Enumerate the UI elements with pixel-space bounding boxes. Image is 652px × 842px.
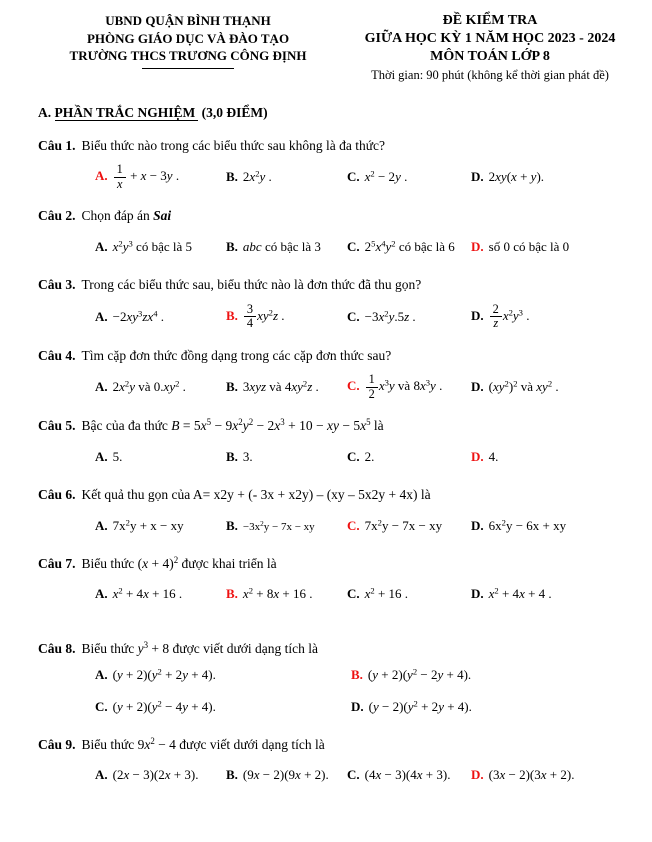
option-letter-correct: B. (226, 307, 238, 323)
question-9-option-D: D. (3x − 2)(3x + 2). (471, 767, 575, 783)
question-5-option-A: A. 5. (95, 449, 123, 464)
question-3-options (38, 303, 642, 331)
section-a-heading (38, 105, 642, 121)
option-letter: B. (226, 767, 238, 783)
question-4-statement: Câu 4. Tìm cặp đơn thức đồng dạng trong các cặp đơn thức sau? (38, 347, 392, 363)
question-7-option-D: D. $x^2 + 4x + 4$ . (471, 585, 552, 602)
question-5-options (38, 444, 642, 470)
exam-subject: MÔN TOÁN LỚP 8 (430, 48, 550, 64)
option-letter-correct: C. (347, 378, 360, 394)
section-a-title: PHẦN TRẮC NGHIỆM (55, 105, 199, 121)
question-8-option-A: A. $(y + 2)(y^2 + 2y + 4)$. (95, 665, 216, 682)
question-8-option-D: D. $(y - 2)(y^2 + 2y + 4)$. (351, 697, 472, 714)
question-3-option-D: D. $\frac{2}{z}$ $x^2y^3$ . (471, 301, 530, 331)
option-letter: D. (471, 586, 484, 602)
option-letter: D. (471, 517, 484, 533)
option-letter-correct: C. (347, 517, 360, 533)
question-4 (38, 346, 642, 402)
question-3-number: Câu 3. (38, 277, 76, 292)
question-6-options (38, 513, 642, 539)
option-letter: A. (95, 239, 108, 254)
option-letter: C. (347, 767, 360, 783)
question-5-statement: Câu 5. Bậc của đa thức $B = 5x^5 - 9x^2y^2 - 2x^3 + 10$ − xy − $5x^5$ là (38, 417, 384, 434)
option-letter: C. (347, 239, 360, 254)
question-5-option-D: D. 4. (471, 449, 499, 464)
question-7 (38, 554, 642, 608)
question-2-option-C: C. $2^5x^4y^2$ có bậc là 6 (347, 238, 455, 254)
question-1 (38, 136, 642, 192)
question-8-statement: Câu 8. Biểu thức $y^3 + 8$ được viết dưới dạng tích là (38, 640, 319, 657)
question-5-number: Câu 5. (38, 418, 76, 434)
question-6-option-A: A. $7x^2y + x$ − xy (95, 516, 184, 533)
question-9-option-A: A. (2x − 3)(2x + 3). (95, 767, 199, 783)
option-letter: C. (347, 169, 360, 185)
question-6-statement: Câu 6. Kết quả thu gọn của A= x2y + (- 3x + x2y) – (xy – 5x2y + 4x) là (38, 487, 431, 502)
header-school: TRƯỜNG THCS TRƯƠNG CÔNG ĐỊNH (69, 48, 307, 64)
option-letter-correct: A. (95, 168, 108, 184)
option-letter: B. (226, 169, 238, 185)
option-letter-correct: D. (471, 449, 484, 464)
option-letter: B. (226, 379, 238, 395)
question-1-options (38, 163, 642, 191)
question-2-option-D: D. số 0 có bậc là 0 (471, 239, 570, 254)
option-letter: C. (95, 698, 108, 714)
option-letter-correct: B. (226, 586, 238, 602)
header-department: PHÒNG GIÁO DỤC VÀ ĐÀO TẠO (86, 30, 290, 46)
option-letter: C. (347, 586, 360, 602)
option-letter: B. (226, 517, 238, 533)
question-4-option-C: C. $\frac{1}{2}$ $x^3y$ và $8x^3y$ . (347, 372, 443, 401)
option-letter: D. (471, 169, 484, 185)
section-a-points: (3,0 ĐIỂM) (198, 104, 268, 120)
question-4-options (38, 373, 642, 401)
question-2 (38, 206, 642, 260)
question-2-option-A: A. $x^2y^3$ có bậc là 5 (95, 238, 192, 254)
option-letter: A. (95, 586, 108, 602)
page-header (38, 12, 642, 83)
option-letter-correct: D. (471, 239, 484, 254)
question-2-option-B: B. abc có bậc là 3 (226, 239, 321, 254)
fraction: $\frac{2}{z}$ (490, 303, 502, 331)
option-letter-correct: B. (351, 666, 363, 682)
questions-list (38, 136, 642, 789)
option-letter: C. (347, 308, 360, 324)
question-6-number: Câu 6. (38, 487, 76, 502)
question-9-statement: Câu 9. Biểu thức $9x^2 - 4$ được viết dưới dạng tích là (38, 735, 325, 752)
question-9 (38, 735, 642, 789)
exam-term: GIỮA HỌC KỲ 1 NĂM HỌC 2023 - 2024 (364, 30, 616, 46)
question-2-options (38, 234, 642, 260)
question-9-options (38, 762, 642, 788)
header-district: UBND QUẬN BÌNH THẠNH (105, 13, 271, 28)
option-letter: A. (95, 379, 108, 395)
exam-title: ĐỀ KIỂM TRA (442, 13, 538, 28)
option-letter: D. (351, 698, 364, 714)
question-2-statement: Câu 2. Chọn đáp án Sai (38, 208, 172, 224)
option-letter: A. (95, 449, 108, 464)
question-1-option-A: A. $\frac{1}{x}$ + x − 3y . (95, 162, 180, 191)
option-letter: A. (95, 666, 108, 682)
question-6 (38, 485, 642, 539)
question-8-number: Câu 8. (38, 641, 76, 657)
question-6-option-D: D. $6x^2y - 6x$ + xy (471, 516, 567, 533)
question-4-number: Câu 4. (38, 347, 76, 363)
question-3 (38, 275, 642, 331)
question-3-option-B: B. $\frac{3}{4}$ $xy^2z$ . (226, 301, 285, 331)
option-letter: A. (95, 308, 108, 324)
question-9-number: Câu 9. (38, 736, 76, 752)
header-divider-rule (142, 68, 234, 69)
question-3-option-A: A. $-2xy^3zx^4$ . (95, 307, 164, 324)
option-letter: A. (95, 517, 108, 533)
question-6-option-C: C. $7x^2y - 7x$ − xy (347, 516, 443, 533)
fraction: $\frac{1}{2}$ (366, 373, 378, 401)
question-7-option-B: B. $x^2 + 8x + 16$ . (226, 585, 313, 602)
option-letter: D. (471, 379, 484, 395)
option-letter: A. (95, 767, 108, 783)
question-8-option-B: B. $(y + 2)(y^2 - 2y + 4)$. (351, 665, 472, 682)
option-letter: C. (347, 449, 360, 464)
option-letter-correct: D. (471, 767, 484, 783)
question-7-number: Câu 7. (38, 555, 76, 571)
question-1-option-C: C. $x^2 - 2y$ . (347, 168, 408, 185)
question-8 (38, 639, 642, 715)
question-7-option-A: A. $x^2 + 4x + 16$ . (95, 585, 183, 602)
question-4-option-A: A. $2x^2y$ và $0.xy^2$ . (95, 378, 186, 395)
option-letter: B. (226, 239, 238, 254)
question-9-option-C: C. (4x − 3)(4x + 3). (347, 767, 451, 783)
question-8-options (38, 667, 642, 715)
question-6-option-B: B. $-3x^2y - 7x$ − xy (226, 517, 315, 533)
question-5-option-B: B. 3. (226, 449, 253, 464)
header-school-block (38, 12, 338, 69)
question-8-option-C: C. $(y + 2)(y^2 - 4y + 4)$. (95, 697, 216, 714)
question-7-options (38, 581, 642, 607)
question-7-statement: Câu 7. Biểu thức $(x + 4)^2$ được khai triển là (38, 554, 277, 571)
option-letter: B. (226, 449, 238, 464)
question-1-number: Câu 1. (38, 137, 76, 153)
fraction: $\frac{1}{x}$ (114, 163, 126, 191)
section-a-prefix: A. (38, 104, 55, 120)
question-5-option-C: C. 2. (347, 449, 375, 464)
question-1-statement: Câu 1. Biểu thức nào trong các biểu thức sau không là đa thức? (38, 137, 385, 153)
exam-duration: Thời gian: 90 phút (không kể thời gian phát đề) (371, 67, 609, 82)
question-1-option-D: D. 2xy(x + y). (471, 169, 545, 185)
header-exam-block (338, 12, 642, 83)
question-4-option-B: B. 3xyz và $4xy^2z$ . (226, 378, 319, 395)
question-3-statement: Câu 3. Trong các biểu thức sau, biểu thức nào là đơn thức đã thu gọn? (38, 277, 422, 292)
option-letter: D. (471, 307, 484, 323)
question-2-number: Câu 2. (38, 208, 76, 224)
question-7-option-C: C. $x^2 + 16$ . (347, 585, 409, 602)
question-9-option-B: B. (9x − 2)(9x + 2). (226, 767, 329, 783)
question-1-option-B: B. $2x^2y$ . (226, 168, 272, 185)
fraction: $\frac{3}{4}$ (244, 303, 256, 331)
question-3-option-C: C. $-3x^2y.5z$ . (347, 307, 416, 324)
question-4-option-D: D. $(xy^2)^2$ và $xy^2$ . (471, 378, 559, 395)
question-5 (38, 416, 642, 470)
